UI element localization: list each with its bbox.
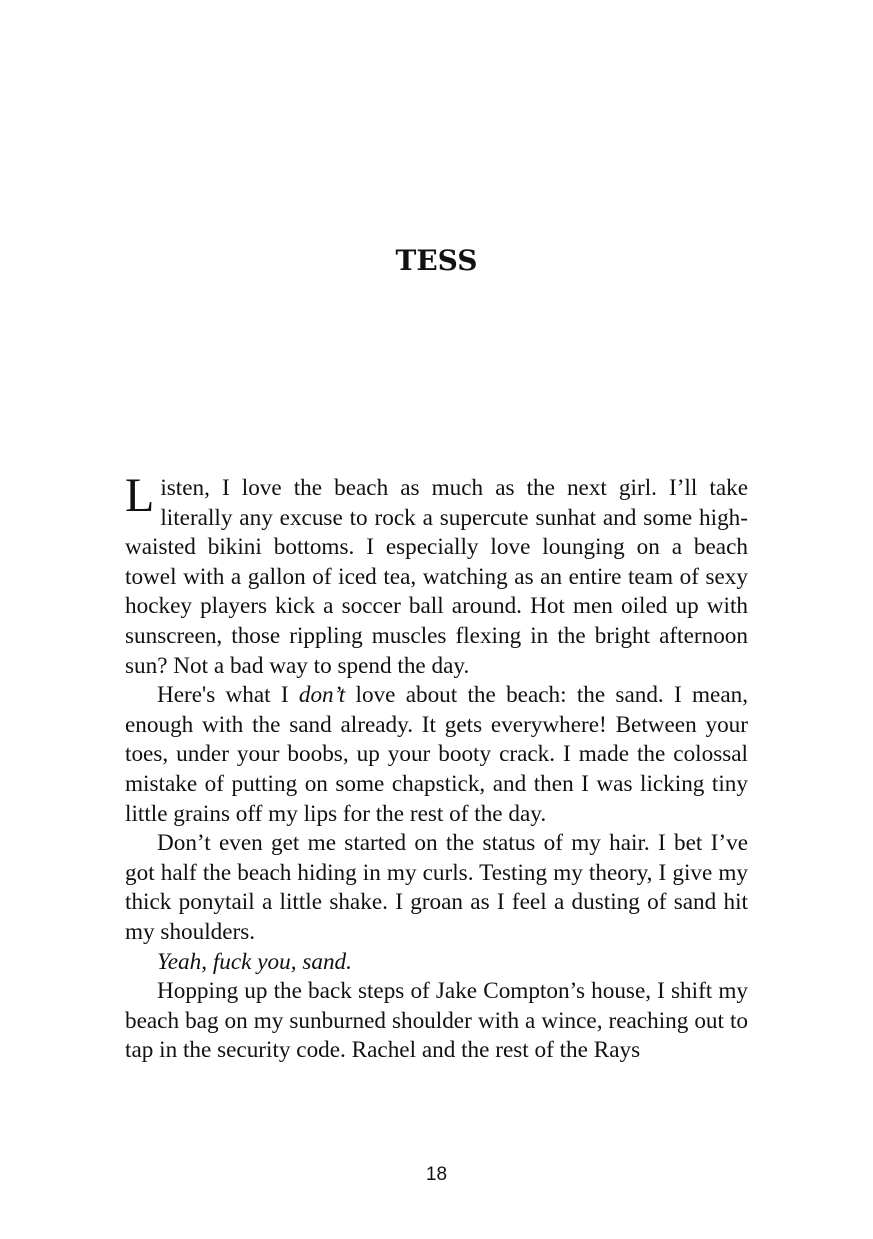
body-text (125, 469, 748, 1066)
page-number: 18 (425, 1164, 448, 1185)
paragraph-1 (125, 469, 748, 681)
paragraph-2-text-a: Here's what I (157, 682, 299, 709)
paragraph-2-emphasis: don’t (298, 682, 346, 709)
paragraph-2 (125, 681, 748, 829)
paragraph-3: Don’t even get me started on the status of my hair. I bet I’ve got half the beach hiding in my curls. Testing my theory, I give my thick ponytail a little shake. I groan as I feel a dusting of sand hit my shoulders. (125, 830, 748, 945)
paragraph-5: Hopping up the back steps of Jake Compton’s house, I shift my beach bag on my sunburned shoulder with a wince, reaching out to tap in the security code. Rachel and the rest of the Rays (125, 978, 748, 1064)
paragraph-2-text-b: love about the beach: the sand. I mean, enough with the sand already. It gets everywhere! Between your toes, under your boobs, up your booty crack. I made the colossal mistake of putting on some chapstick, and then I was licking tiny little grains off my lips for the rest of the day. (125, 682, 748, 827)
paragraph-4: Yeah, fuck you, sand. (157, 948, 352, 975)
chapter-title: TESS (395, 244, 478, 277)
paragraph-1-text: isten, I love the beach as much as the next girl. I’ll take literally any excuse to rock a supercute sunhat and some high-waisted bikini bottoms. I especially love lounging on a beach towel with a gallon of iced tea, watching as an entire team of sexy hockey players kick a soccer ball around. Hot men oiled up with sunscreen, those rippling muscles flexing in the bright afternoon sun? Not a bad way to spend the day. (125, 475, 748, 679)
drop-cap: L (125, 469, 155, 522)
